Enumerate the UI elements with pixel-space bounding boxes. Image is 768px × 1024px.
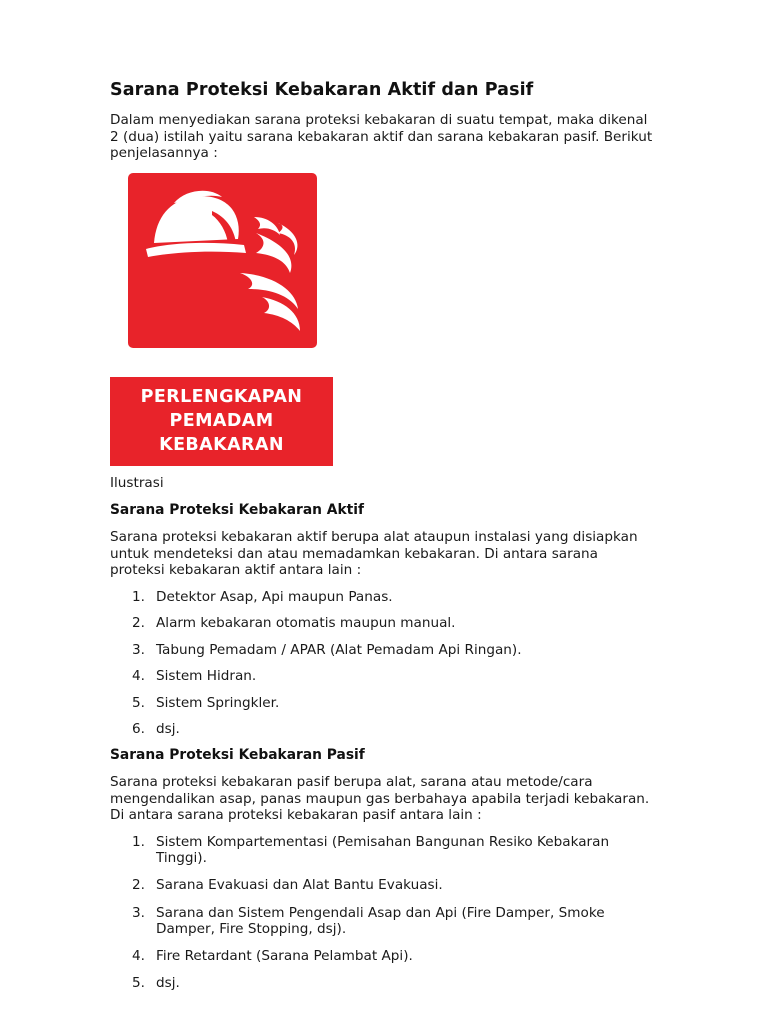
list-number: 5.	[132, 695, 145, 711]
active-heading: Sarana Proteksi Kebakaran Aktif	[110, 502, 364, 518]
list-number: 1.	[132, 834, 145, 850]
list-text: Detektor Asap, Api maupun Panas.	[156, 589, 393, 605]
illustration-caption: Ilustrasi	[110, 475, 164, 491]
list-text: Sistem Hidran.	[156, 668, 257, 684]
fire-equipment-icon	[128, 173, 317, 348]
fire-equipment-banner	[110, 377, 333, 466]
banner-line-1: PERLENGKAPAN	[140, 387, 303, 407]
list-text: dsj.	[156, 975, 180, 991]
page-title: Sarana Proteksi Kebakaran Aktif dan Pasif	[110, 80, 534, 100]
banner-line-2: PEMADAM	[169, 411, 274, 431]
list-text: Sarana Evakuasi dan Alat Bantu Evakuasi.	[156, 877, 443, 893]
list-number: 2.	[132, 615, 145, 631]
banner-line-3: KEBAKARAN	[159, 435, 284, 455]
list-text: Alarm kebakaran otomatis maupun manual.	[156, 615, 456, 631]
list-text: Sarana dan Sistem Pengendali Asap dan Api (Fire Damper, Smoke Damper, Fire Stopping, dsj).	[156, 905, 605, 938]
list-text: Sistem Springkler.	[156, 695, 280, 711]
list-number: 3.	[132, 642, 145, 658]
active-paragraph: Sarana proteksi kebakaran aktif berupa alat ataupun instalasi yang disiapkan untuk mendeteksi dan atau memadamkan kebakaran. Di antara sarana proteksi kebakaran aktif antara lain :	[110, 529, 638, 579]
list-number: 6.	[132, 721, 145, 737]
list-number: 2.	[132, 877, 145, 893]
list-number: 3.	[132, 905, 145, 921]
list-text: Fire Retardant (Sarana Pelambat Api).	[156, 948, 413, 964]
intro-paragraph: Dalam menyediakan sarana proteksi kebakaran di suatu tempat, maka dikenal 2 (dua) istilah yaitu sarana kebakaran aktif dan sarana kebakaran pasif. Berikut penjelasannya :	[110, 112, 653, 162]
list-number: 4.	[132, 948, 145, 964]
list-text: Tabung Pemadam / APAR (Alat Pemadam Api Ringan).	[156, 642, 522, 658]
passive-heading: Sarana Proteksi Kebakaran Pasif	[110, 747, 365, 763]
list-text: Sistem Kompartementasi (Pemisahan Bangunan Resiko Kebakaran Tinggi).	[156, 834, 610, 867]
list-number: 1.	[132, 589, 145, 605]
list-number: 4.	[132, 668, 145, 684]
list-text: dsj.	[156, 721, 180, 737]
list-number: 5.	[132, 975, 145, 991]
passive-paragraph: Sarana proteksi kebakaran pasif berupa alat, sarana atau metode/cara mengendalikan asap, panas maupun gas berbahaya apabila terjadi kebakaran. Di antara sarana proteksi kebakaran pasif antara lain :	[110, 774, 650, 824]
